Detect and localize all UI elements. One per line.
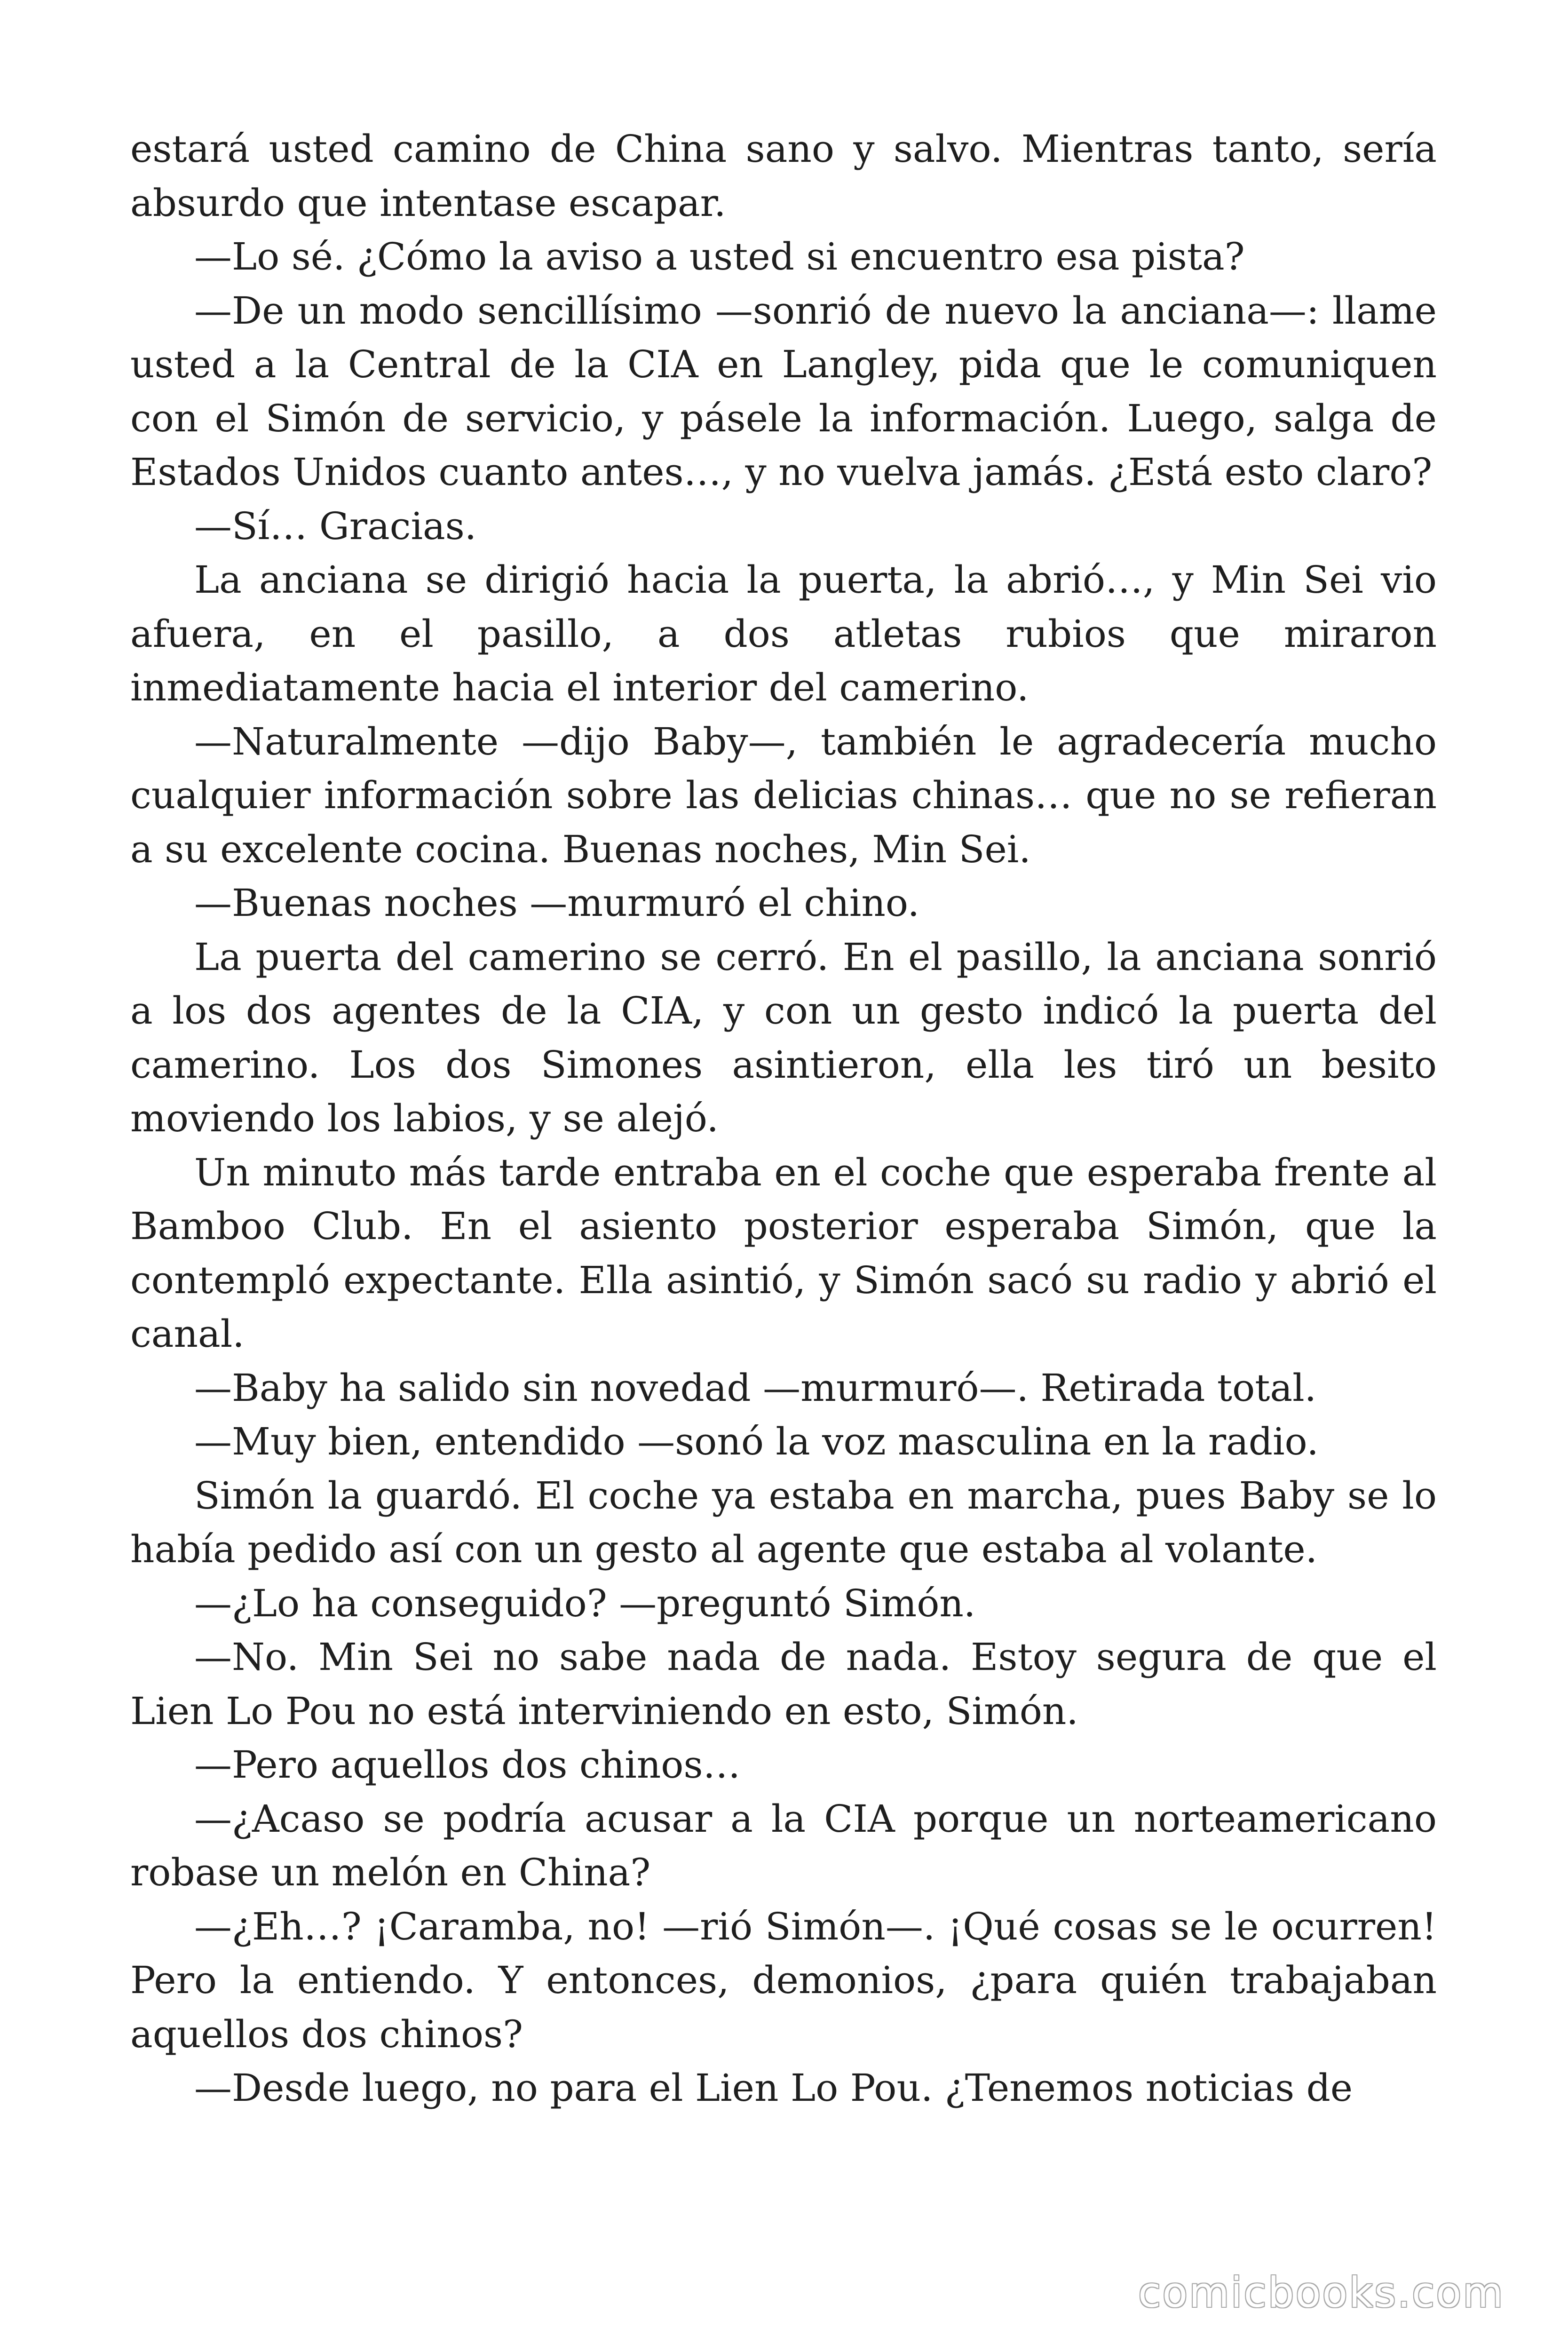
paragraph: —¿Lo ha conseguido? —preguntó Simón. [194,1581,976,1625]
paragraph: —¿Eh…? ¡Caramba, no! —rió Simón—. ¡Qué cosas se le ocurren! Pero la entiendo. Y entonces, demonios, ¿para quién trabajaban aquellos dos chinos? [130,1904,1437,2056]
paragraph: —Lo sé. ¿Cómo la aviso a usted si encuentro esa pista? [194,235,1245,278]
paragraph: Simón la guardó. El coche ya estaba en marcha, pues Baby se lo había pedido así con un gesto al agente que estaba al volante. [130,1473,1437,1571]
paragraph: —Muy bien, entendido —sonó la voz masculina en la radio. [194,1420,1319,1463]
paragraph: —Naturalmente —dijo Baby—, también le agradecería mucho cualquier información sobre las delicias chinas… que no se refieran a su excelente cocina. Buenas noches, Min Sei. [130,719,1437,871]
paragraph: —De un modo sencillísimo —sonrió de nuevo la anciana—: llame usted a la Central de la CIA en Langley, pida que le comuniquen con el Simón de servicio, y pásele la información. Luego, salga de Estados Unidos cuanto antes…, y no vuelva jamás. ¿Está esto claro? [130,288,1437,494]
page-text [130,122,1437,2115]
paragraph: Un minuto más tarde entraba en el coche que esperaba frente al Bamboo Club. En el asiento posterior esperaba Simón, que la contempló expectante. Ella asintió, y Simón sacó su radio y abrió el canal. [130,1150,1437,1356]
paragraph: estará usted camino de China sano y salvo. Mientras tanto, sería absurdo que intentase escapar. [130,127,1437,225]
paragraph: —¿Acaso se podría acusar a la CIA porque un norteamericano robase un melón en China? [130,1796,1437,1894]
paragraph: —Sí… Gracias. [194,504,477,548]
paragraph: La anciana se dirigió hacia la puerta, la abrió…, y Min Sei vio afuera, en el pasillo, a dos atletas rubios que miraron inmediatamente hacia el interior del camerino. [130,558,1437,709]
paragraph: —Baby ha salido sin novedad —murmuró—. Retirada total. [194,1366,1317,1410]
paragraph: —Pero aquellos dos chinos… [194,1743,741,1787]
paragraph: La puerta del camerino se cerró. En el pasillo, la anciana sonrió a los dos agentes de la CIA, y con un gesto indicó la puerta del camerino. Los dos Simones asintieron, ella les tiró un besito moviendo los labios, y se alejó. [130,935,1437,1140]
paragraph: —Desde luego, no para el Lien Lo Pou. ¿Tenemos noticias de [194,2066,1353,2110]
paragraph: —No. Min Sei no sabe nada de nada. Estoy segura de que el Lien Lo Pou no está interviniendo en esto, Simón. [130,1635,1437,1733]
paragraph: —Buenas noches —murmuró el chino. [194,881,920,925]
watermark: comicbooks.com [1138,2268,1505,2317]
